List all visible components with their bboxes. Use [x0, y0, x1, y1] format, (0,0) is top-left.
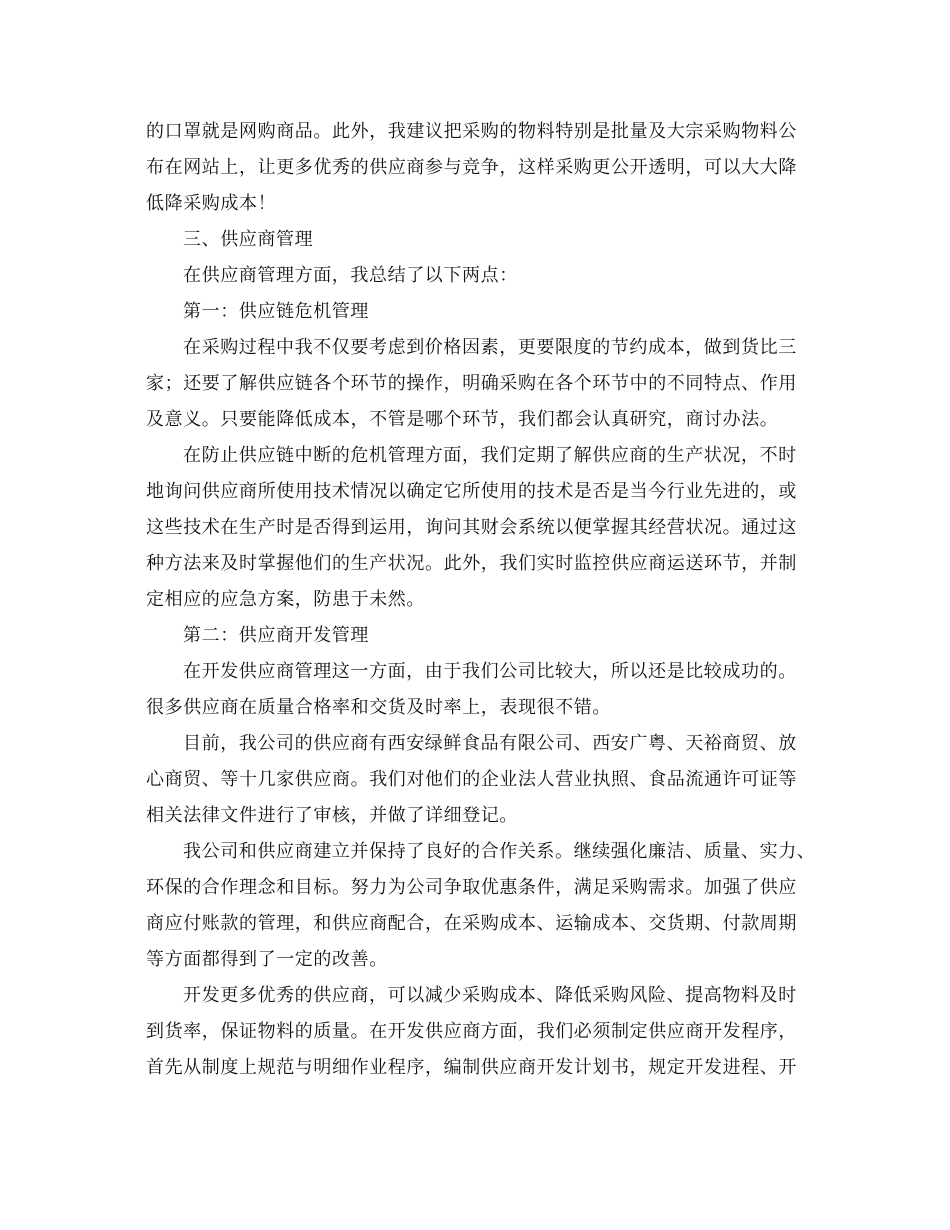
paragraph	[146, 834, 816, 978]
section-heading	[146, 222, 816, 258]
text-line: 等方面都得到了一定的改善。	[146, 949, 388, 970]
text-line: 布在网站上，让更多优秀的供应商参与竞争，这样采购更公开透明，可以大大降	[146, 157, 797, 178]
paragraph	[146, 654, 816, 726]
text-line: 在防止供应链中断的危机管理方面，我们定期了解供应商的生产状况，不时	[183, 445, 797, 466]
paragraph	[146, 978, 816, 1086]
text-line: 商应付账款的管理，和供应商配合，在采购成本、运输成本、交货期、付款周期	[146, 913, 797, 934]
paragraph	[146, 330, 816, 438]
paragraph	[146, 438, 816, 618]
text-line: 心商贸、等十几家供应商。我们对他们的企业法人营业执照、食品流通许可证等	[146, 769, 797, 790]
section-heading	[146, 618, 816, 654]
text-line: 很多供应商在质量合格率和交货及时率上，表现很不错。	[146, 697, 611, 718]
text-line: 首先从制度上规范与明细作业程序，编制供应商开发计划书，规定开发进程、开	[146, 1057, 797, 1078]
text-line: 在供应商管理方面，我总结了以下两点：	[183, 265, 518, 286]
text-line: 在采购过程中我不仅要考虑到价格因素，更要限度的节约成本，做到货比三	[183, 337, 797, 358]
paragraph	[146, 114, 816, 222]
text-line: 第二：供应商开发管理	[183, 625, 369, 646]
text-line: 定相应的应急方案，防患于未然。	[146, 589, 425, 610]
text-line: 到货率，保证物料的质量。在开发供应商方面，我们必须制定供应商开发程序，	[146, 1021, 797, 1042]
text-line: 目前，我公司的供应商有西安绿鲜食品有限公司、西安广粤、天裕商贸、放	[183, 733, 797, 754]
text-line: 家；还要了解供应链各个环节的操作，明确采购在各个环节中的不同特点、作用	[146, 373, 797, 394]
text-line: 种方法来及时掌握他们的生产状况。此外，我们实时监控供应商运送环节，并制	[146, 553, 797, 574]
section-heading	[146, 294, 816, 330]
text-line: 环保的合作理念和目标。努力为公司争取优惠条件，满足采购需求。加强了供应	[146, 877, 797, 898]
paragraph	[146, 258, 816, 294]
text-line: 的口罩就是网购商品。此外，我建议把采购的物料特别是批量及大宗采购物料公	[146, 121, 797, 142]
text-line: 三、供应商管理	[183, 229, 314, 250]
text-line: 这些技术在生产时是否得到运用，询问其财会系统以便掌握其经营状况。通过这	[146, 517, 797, 538]
text-line: 开发更多优秀的供应商，可以减少采购成本、降低采购风险、提高物料及时	[183, 985, 797, 1006]
text-line: 及意义。只要能降低成本，不管是哪个环节，我们都会认真研究，商讨办法。	[146, 409, 779, 430]
document-body	[146, 114, 816, 1086]
text-line: 地询问供应商所使用技术情况以确定它所使用的技术是否是当今行业先进的，或	[146, 481, 797, 502]
text-line: 低降采购成本！	[146, 193, 277, 214]
text-line: 第一：供应链危机管理	[183, 301, 369, 322]
text-line: 在开发供应商管理这一方面，由于我们公司比较大，所以还是比较成功的。	[183, 661, 797, 682]
paragraph	[146, 726, 816, 834]
text-line: 相关法律文件进行了审核，并做了详细登记。	[146, 805, 518, 826]
text-line: 我公司和供应商建立并保持了良好的合作关系。继续强化廉洁、质量、实力、	[183, 841, 816, 862]
